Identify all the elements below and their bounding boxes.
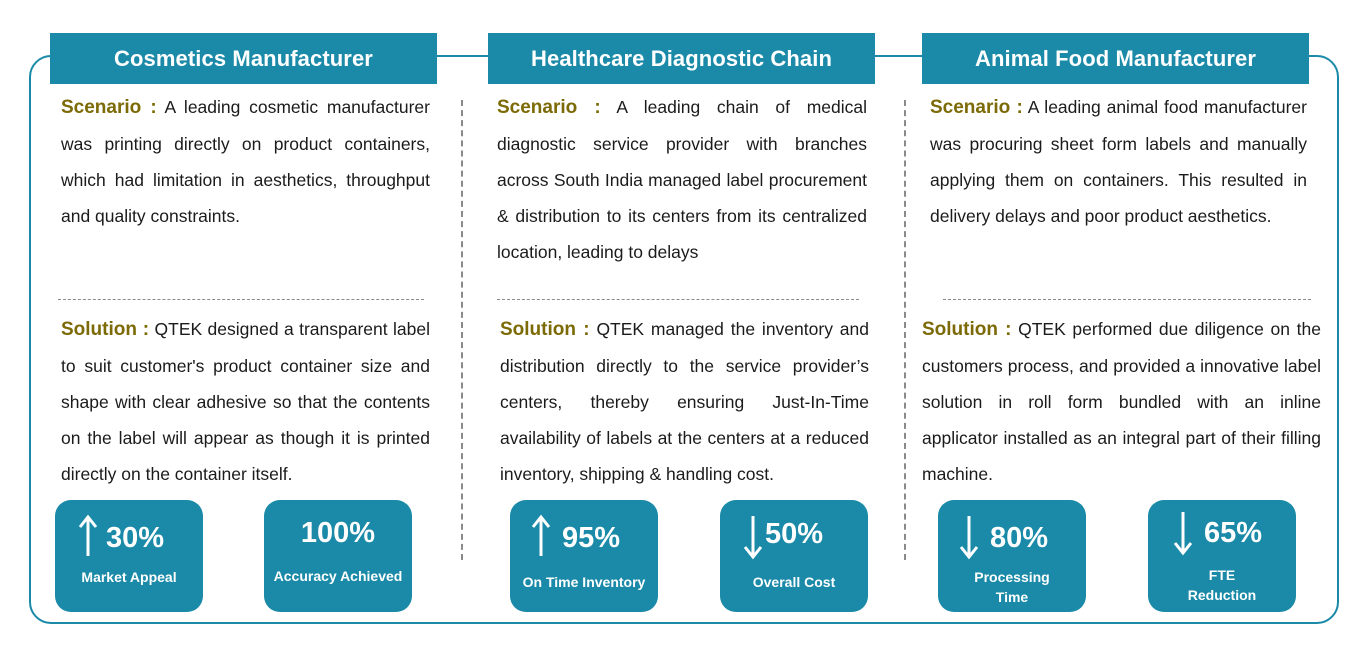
arrow-up-icon — [530, 514, 552, 558]
column-divider — [461, 100, 463, 560]
stat-caption: Accuracy Achieved — [273, 568, 403, 584]
column-title-healthcare: Healthcare Diagnostic Chain — [488, 33, 875, 84]
stat-caption: Market Appeal — [81, 569, 177, 585]
column-title-animal-food: Animal Food Manufacturer — [922, 33, 1309, 84]
scenario-text — [497, 89, 867, 270]
stat-caption: Processing — [974, 569, 1050, 585]
stat-tile-fte-reduction — [1148, 500, 1296, 612]
scenario-body: A leading cosmetic manufacturer was printing directly on product containers, which had limitation in aesthetics, throughput and quality constraints. — [61, 97, 430, 226]
stat-tile-overall-cost — [720, 500, 868, 612]
section-divider — [497, 299, 859, 300]
stat-value: 30% — [106, 522, 165, 554]
column-title-cosmetics: Cosmetics Manufacturer — [50, 33, 437, 84]
stat-tile-market-appeal — [55, 500, 203, 612]
scenario-body: A leading chain of medical diagnostic service provider with branches across South India managed label procurement & distribution to its centers from its centralized location, leading to delays — [497, 97, 867, 262]
scenario-label: Scenario : — [930, 97, 1023, 118]
arrow-up-icon — [77, 514, 99, 558]
scenario-label: Scenario : — [497, 97, 601, 118]
solution-text — [500, 311, 869, 492]
solution-text — [61, 311, 430, 492]
stat-caption: Reduction — [1187, 587, 1257, 603]
section-divider — [943, 299, 1311, 300]
stat-value: 65% — [1204, 517, 1263, 549]
scenario-text — [61, 89, 430, 234]
solution-body: QTEK managed the inventory and distribution directly to the service provider’s centers, thereby ensuring Just-In-Time availability of labels at the centers at a reduced inventory, shipping & handling cost. — [500, 319, 869, 484]
scenario-label: Scenario : — [61, 97, 157, 118]
arrow-down-icon — [958, 514, 980, 560]
column-divider — [904, 100, 906, 560]
arrow-down-icon — [742, 514, 764, 560]
scenario-body: A leading animal food manufacturer was procuring sheet form labels and manually applying them on containers. This resulted in delivery delays and poor product aesthetics. — [930, 97, 1307, 226]
solution-body: QTEK performed due diligence on the customers process, and provided a innovative label solution in roll form bundled with an inline applicator installed as an integral part of their filling machine. — [922, 319, 1321, 484]
stat-caption: Time — [995, 589, 1029, 605]
stat-caption: On Time Inventory — [522, 574, 646, 590]
stat-tile-on-time-inventory — [510, 500, 658, 612]
stat-value: 50% — [765, 518, 824, 550]
arrow-down-icon — [1172, 510, 1194, 556]
stat-caption: Overall Cost — [752, 574, 836, 590]
solution-text — [922, 311, 1321, 492]
scenario-text — [930, 89, 1307, 234]
stat-tile-accuracy — [264, 500, 412, 612]
solution-body: QTEK designed a transparent label to suit customer's product container size and shape with clear adhesive so that the contents on the label will appear as though it is printed directly on the container itself. — [61, 319, 430, 484]
stat-caption: FTE — [1208, 567, 1236, 583]
solution-label: Solution : — [500, 319, 590, 340]
section-divider — [58, 299, 424, 300]
solution-label: Solution : — [922, 319, 1012, 340]
stat-tile-processing-time — [938, 500, 1086, 612]
solution-label: Solution : — [61, 319, 150, 340]
stat-value: 100% — [300, 517, 376, 549]
stat-value: 80% — [990, 522, 1049, 554]
stat-value: 95% — [562, 522, 621, 554]
